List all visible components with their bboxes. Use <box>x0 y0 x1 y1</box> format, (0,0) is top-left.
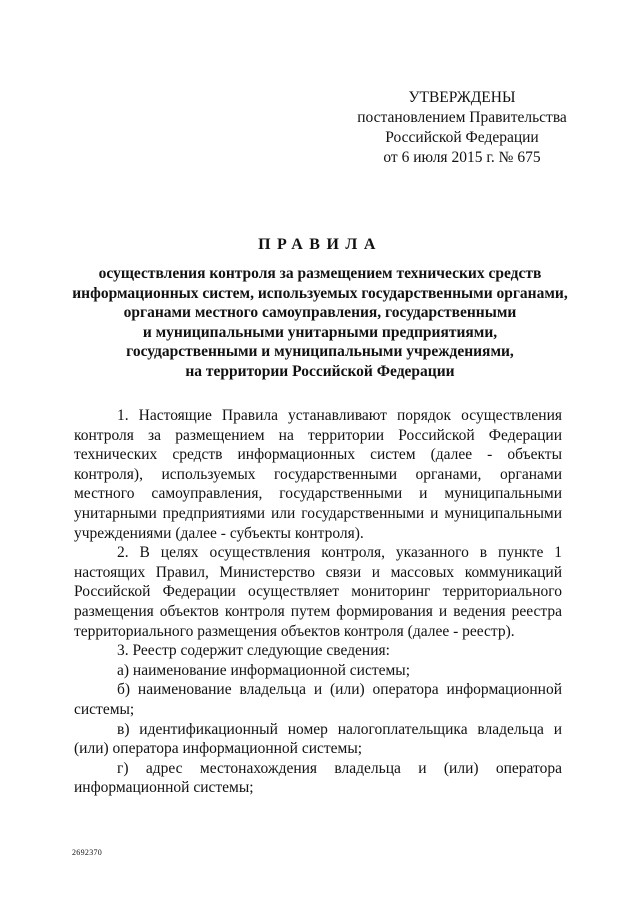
subtitle-line: органами местного самоуправления, государственными <box>123 304 517 321</box>
list-item-v: в) идентификационный номер налогоплательщика владельца и (или) оператора информационной системы; <box>74 720 562 758</box>
document-body <box>74 406 562 798</box>
subtitle-line: осуществления контроля за размещением технических средств <box>98 265 542 282</box>
list-item-b: б) наименование владельца и (или) оператора информационной системы; <box>74 681 562 718</box>
approval-block <box>352 88 572 168</box>
list-item-a: а) наименование информационной системы; <box>117 661 411 679</box>
subtitle-line: государственными и муниципальными учреждениями, <box>126 343 514 360</box>
paragraph-3: 3. Реестр содержит следующие сведения: <box>117 642 390 660</box>
document-code: 2692370 <box>72 848 103 857</box>
paragraph-2: 2. В целях осуществления контроля, указанного в пункте 1 настоящих Правил, Министерство связи и массовых коммуникаций Российской Федерации осуществляет мониторинг территориального размещения объектов контроля путем формирования и ведения реестра территориального размещения объектов контроля (далее - реестр). <box>74 544 562 640</box>
paragraph-1: 1. Настоящие Правила устанавливают порядок осуществления контроля за размещением на территории Российской Федерации технических средств информационных систем (далее - объекты контроля), используемых государственными органами, органами местного самоуправления, государственными и муниципальными унитарными предприятиями или государственными и муниципальными учреждениями (далее - субъекты контроля). <box>74 407 562 542</box>
subtitle-line: информационных систем, используемых государственными органами, <box>72 284 568 302</box>
document-title: ПРАВИЛА <box>258 236 382 253</box>
subtitle-line: и муниципальными унитарными предприятиями, <box>142 323 498 341</box>
subtitle-line: на территории Российской Федерации <box>185 362 455 380</box>
approval-line-2: Российской Федерации <box>385 129 539 146</box>
approval-line-3: от 6 июля 2015 г. № 675 <box>383 149 541 166</box>
document-subtitle <box>60 264 580 381</box>
list-item-g: г) адрес местонахождения владельца и (или) оператора информационной системы; <box>74 759 562 797</box>
approval-heading: УТВЕРЖДЕНЫ <box>408 89 516 106</box>
approval-line-1: постановлением Правительства <box>357 109 567 126</box>
